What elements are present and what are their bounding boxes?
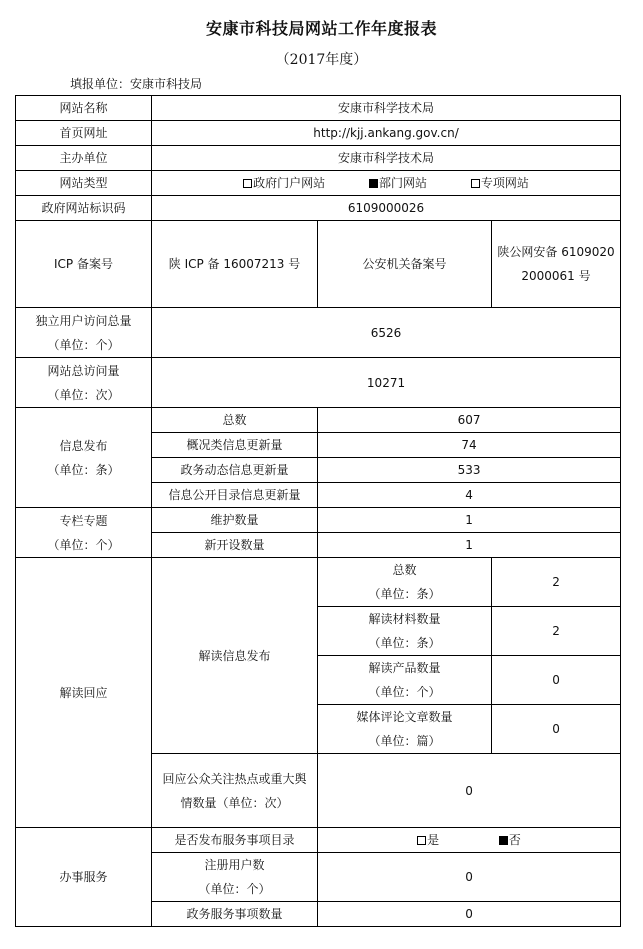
row-homepage — [16, 121, 621, 146]
police-record-label: 公安机关备案号 — [318, 221, 492, 308]
row-unique-visitors — [16, 308, 621, 358]
interpret-item-label-line2: （单位：条） — [368, 636, 441, 650]
site-type-option-label: 政府门户网站 — [253, 176, 326, 190]
site-type-option-portal[interactable] — [243, 171, 325, 195]
site-name-label: 网站名称 — [16, 96, 152, 121]
services-label: 办事服务 — [16, 828, 152, 927]
total-visits-label — [16, 358, 152, 408]
columns-item-label: 新开设数量 — [152, 533, 318, 558]
unchecked-box-icon — [471, 179, 480, 188]
info-item-value: 533 — [318, 458, 621, 483]
info-item-label: 信息公开目录信息更新量 — [152, 483, 318, 508]
row-site-id — [16, 196, 621, 221]
row-site-name — [16, 96, 621, 121]
interpret-item-label-line1: 解读材料数量 — [368, 612, 441, 626]
interpret-item-label — [318, 656, 492, 705]
interpret-item-label — [318, 705, 492, 754]
interpret-sub-label: 解读信息发布 — [152, 558, 318, 754]
columns-item-value: 1 — [318, 533, 621, 558]
site-type-label: 网站类型 — [16, 171, 152, 196]
site-type-options — [152, 171, 621, 196]
site-name-value: 安康市科学技术局 — [152, 96, 621, 121]
interpret-item-label-line1: 媒体评论文章数量 — [356, 710, 453, 724]
service-users-label-line1: 注册用户数 — [204, 858, 265, 872]
unique-visitors-label-line2: （单位：个） — [47, 337, 120, 352]
row-sponsor — [16, 146, 621, 171]
police-record-value: 陕公网安备 61090202000061 号 — [492, 221, 621, 308]
unchecked-box-icon — [243, 179, 252, 188]
service-items-label: 政务服务事项数量 — [152, 902, 318, 927]
interpret-item-label — [318, 558, 492, 607]
sponsor-value: 安康市科学技术局 — [152, 146, 621, 171]
site-type-option-department[interactable] — [369, 171, 427, 195]
columns-label — [16, 508, 152, 558]
info-item-label: 概况类信息更新量 — [152, 433, 318, 458]
row-service-catalog — [16, 828, 621, 853]
service-catalog-option-no[interactable] — [499, 828, 521, 852]
total-visits-label-line1: 网站总访问量 — [47, 363, 120, 378]
info-item-value: 74 — [318, 433, 621, 458]
report-year: （2017年度） — [275, 52, 368, 68]
site-id-label: 政府网站标识码 — [16, 196, 152, 221]
site-id-value: 6109000026 — [152, 196, 621, 221]
interpret-item-label-line1: 解读产品数量 — [368, 661, 441, 675]
columns-item-value: 1 — [318, 508, 621, 533]
site-type-option-label: 专项网站 — [480, 176, 529, 190]
interpret-item-label — [318, 607, 492, 656]
interpret-response-label: 回应公众关注热点或重大舆情数量（单位：次） — [152, 754, 318, 828]
checked-box-icon — [499, 836, 508, 845]
row-site-type — [16, 171, 621, 196]
service-catalog-option-yes[interactable] — [417, 828, 439, 852]
row-columns-maintained — [16, 508, 621, 533]
homepage-label: 首页网址 — [16, 121, 152, 146]
unchecked-box-icon — [417, 836, 426, 845]
site-type-option-special[interactable] — [471, 171, 529, 195]
service-users-label — [152, 853, 318, 902]
info-publish-label-line2: （单位：条） — [47, 462, 120, 477]
filling-unit — [70, 75, 202, 92]
service-catalog-option-label: 否 — [508, 833, 521, 847]
service-catalog-options — [318, 828, 621, 853]
filling-unit-label: 填报单位： — [70, 77, 131, 91]
interpret-label: 解读回应 — [16, 558, 152, 828]
service-items-value: 0 — [318, 902, 621, 927]
row-info-total — [16, 408, 621, 433]
total-visits-label-line2: （单位：次） — [47, 387, 120, 402]
info-item-value: 4 — [318, 483, 621, 508]
interpret-item-label-line1: 总数 — [392, 563, 417, 577]
columns-item-label: 维护数量 — [152, 508, 318, 533]
service-users-value: 0 — [318, 853, 621, 902]
info-item-label: 总数 — [152, 408, 318, 433]
interpret-item-value: 0 — [492, 656, 621, 705]
columns-label-line2: （单位：个） — [47, 537, 120, 552]
service-catalog-option-label: 是 — [427, 833, 440, 847]
row-icp — [16, 221, 621, 308]
unique-visitors-label — [16, 308, 152, 358]
interpret-item-label-line2: （单位：个） — [368, 685, 441, 699]
unique-visitors-label-line1: 独立用户访问总量 — [35, 313, 132, 328]
icp-label: ICP 备案号 — [16, 221, 152, 308]
report-title: 安康市科技局网站工作年度报表 — [205, 19, 437, 38]
total-visits-value: 10271 — [152, 358, 621, 408]
interpret-item-label-line2: （单位：条） — [368, 587, 441, 601]
unique-visitors-value: 6526 — [152, 308, 621, 358]
row-total-visits — [16, 358, 621, 408]
info-publish-label — [16, 408, 152, 508]
interpret-item-value: 0 — [492, 705, 621, 754]
interpret-item-value: 2 — [492, 558, 621, 607]
site-type-option-label: 部门网站 — [379, 176, 428, 190]
row-interpret-total — [16, 558, 621, 607]
report-table — [15, 95, 621, 927]
sponsor-label: 主办单位 — [16, 146, 152, 171]
service-users-label-line2: （单位：个） — [198, 882, 271, 896]
interpret-item-value: 2 — [492, 607, 621, 656]
checked-box-icon — [369, 179, 378, 188]
columns-label-line1: 专栏专题 — [59, 513, 108, 528]
homepage-value: http://kjj.ankang.gov.cn/ — [152, 121, 621, 146]
service-catalog-label: 是否发布服务事项目录 — [152, 828, 318, 853]
info-publish-label-line1: 信息发布 — [59, 438, 108, 453]
info-item-label: 政务动态信息更新量 — [152, 458, 318, 483]
info-item-value: 607 — [318, 408, 621, 433]
interpret-item-label-line2: （单位：篇） — [368, 734, 441, 748]
interpret-response-value: 0 — [318, 754, 621, 828]
filling-unit-value: 安康市科技局 — [130, 77, 203, 91]
icp-value: 陕 ICP 备 16007213 号 — [152, 221, 318, 308]
